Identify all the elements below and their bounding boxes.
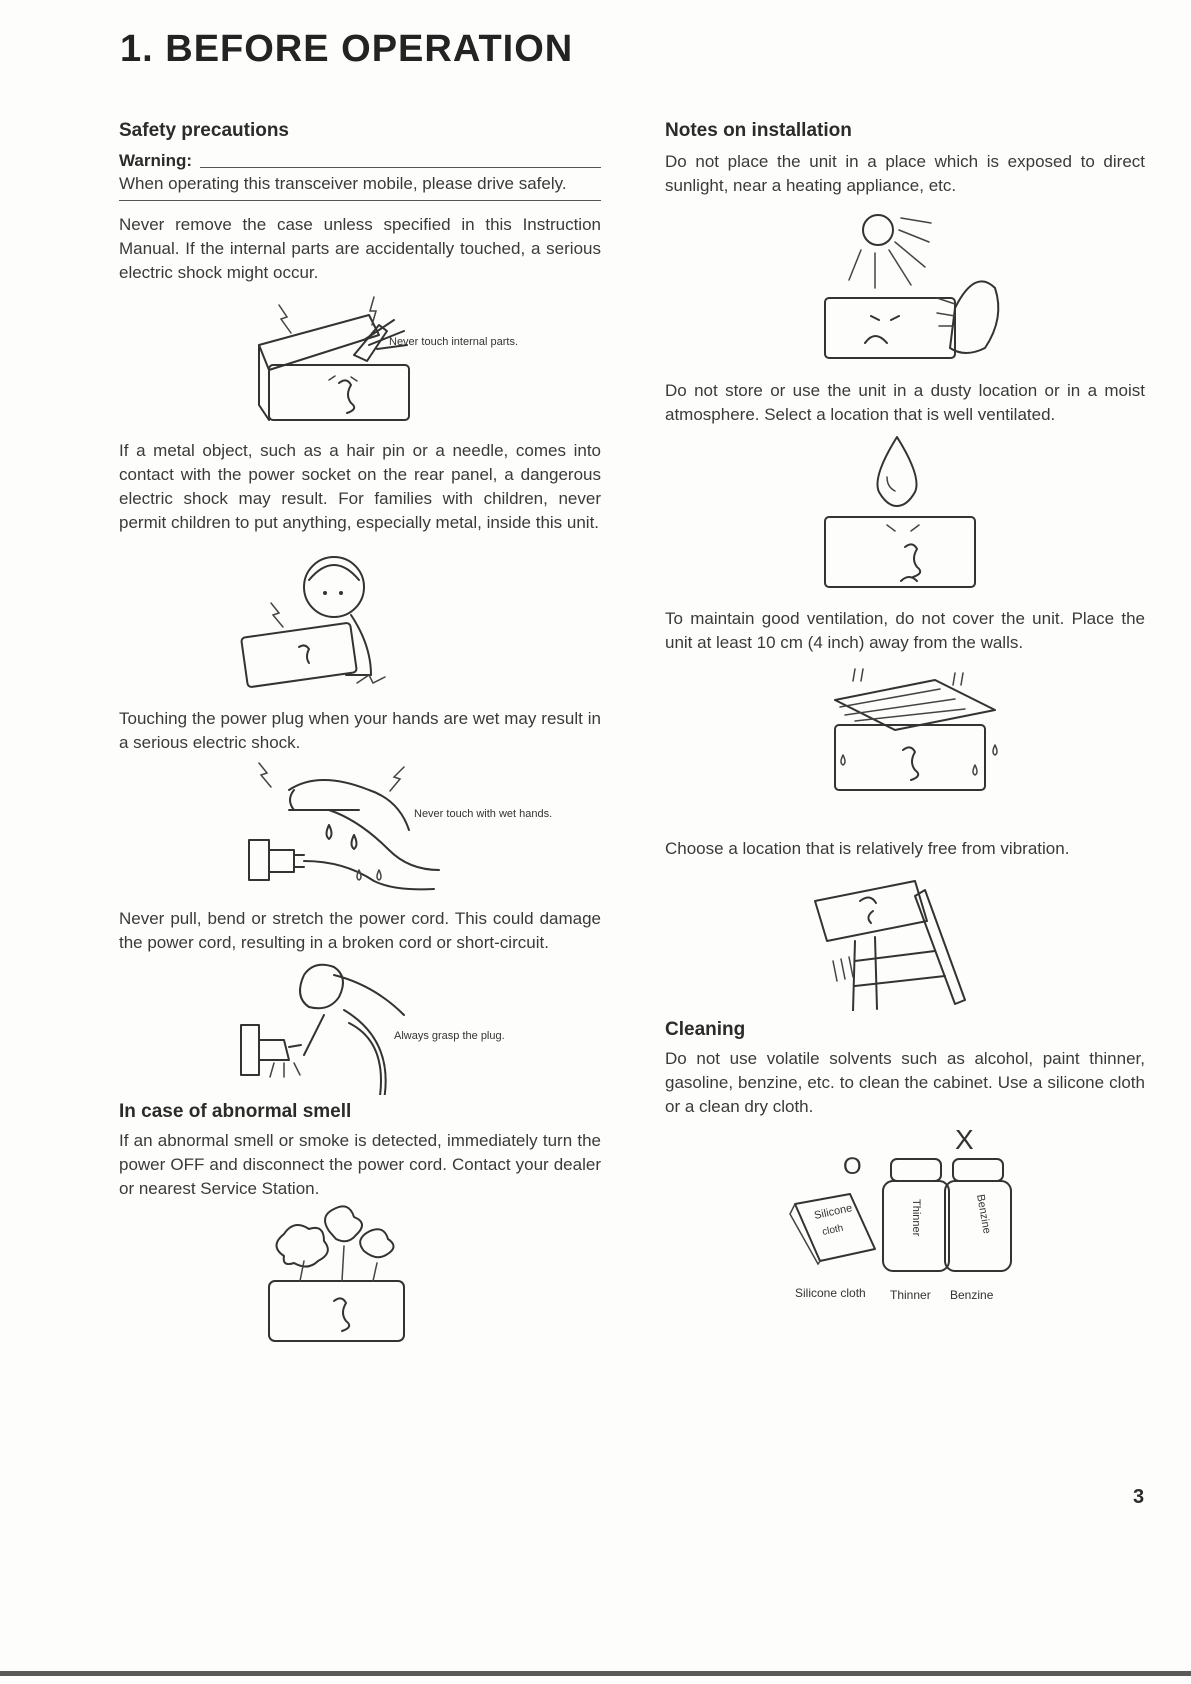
child-illustration — [119, 535, 601, 705]
warning-label: Warning: — [119, 151, 193, 170]
wet-hands-text: Touching the power plug when your hands are wet may result in a serious electric shock. — [119, 709, 601, 752]
cloth-pack-line1: Silicone — [813, 1202, 854, 1222]
cleaning-heading: Cleaning — [665, 1019, 746, 1040]
thinner-label: Thinner — [890, 1288, 931, 1302]
ok-mark: O — [843, 1153, 862, 1180]
warning-line — [200, 167, 601, 168]
covered-unit-illustration — [665, 655, 1145, 825]
bottom-rule — [0, 1671, 1191, 1676]
cleaning-text: Do not use volatile solvents such as alcohol, paint thinner, gasoline, benzine, etc. to clean the cabinet. Use a silicone cloth or a clean dry cloth. — [665, 1049, 1145, 1116]
smell-text: If an abnormal smell or smoke is detected, immediately turn the power OFF and disconnect the power cord. Contact your dealer or nearest Service Station. — [119, 1131, 601, 1198]
left-column — [119, 118, 601, 1351]
page-title: 1. BEFORE OPERATION — [120, 28, 574, 70]
cord-caption: Always grasp the plug. — [394, 1030, 505, 1042]
case-text: Never remove the case unless specified in this Instruction Manual. If the internal parts are accidentally touched, a serious electric shock might occur. — [119, 215, 601, 282]
safety-heading: Safety precautions — [119, 120, 289, 141]
benzine-bottle-label: Benzine — [974, 1193, 993, 1235]
right-column — [665, 118, 1145, 1304]
warning-text: When operating this transceiver mobile, please drive safely. — [119, 174, 567, 193]
installation-heading: Notes on installation — [665, 120, 852, 141]
moisture-illustration — [665, 427, 1145, 597]
cleaning-illustration — [665, 1119, 1145, 1304]
warning-rule — [119, 200, 601, 201]
cord-text: Never pull, bend or stretch the power cord. This could damage the power cord, resulting in a broken cord or short-circuit. — [119, 909, 601, 952]
case-caption: Never touch internal parts. — [389, 336, 519, 348]
smoke-illustration — [119, 1201, 601, 1351]
sunlight-heater-illustration — [665, 198, 1145, 373]
metal-text: If a metal object, such as a hair pin or a needle, comes into contact with the power socket on the rear panel, a dangerous electric shock may result. For families with children, never permit children to put anything, especially metal, inside this unit. — [119, 441, 601, 532]
cloth-pack-line2: cloth — [821, 1222, 845, 1238]
dust-text: Do not store or use the unit in a dusty location or in a moist atmosphere. Select a location that is well ventilated. — [665, 381, 1145, 424]
vibration-text: Choose a location that is relatively free from vibration. — [665, 839, 1070, 858]
silicone-cloth-label: Silicone cloth — [795, 1286, 866, 1300]
page-number: 3 — [1133, 1486, 1145, 1508]
warning-row — [119, 150, 601, 172]
ng-mark: X — [955, 1124, 974, 1155]
grasp-plug-illustration — [119, 955, 601, 1095]
never-touch-internal-parts-illustration — [119, 285, 601, 435]
wet-hands-illustration — [119, 755, 601, 905]
thinner-bottle-label: Thinner — [910, 1199, 922, 1237]
vibration-illustration — [665, 861, 1145, 1011]
benzine-label: Benzine — [950, 1288, 994, 1302]
smell-heading: In case of abnormal smell — [119, 1101, 352, 1122]
ventilation-text: To maintain good ventilation, do not cover the unit. Place the unit at least 10 cm (4 inch) away from the walls. — [665, 609, 1145, 652]
wet-hands-caption: Never touch with wet hands. — [414, 808, 553, 820]
sunlight-text: Do not place the unit in a place which is exposed to direct sunlight, near a heating appliance, etc. — [665, 152, 1145, 195]
